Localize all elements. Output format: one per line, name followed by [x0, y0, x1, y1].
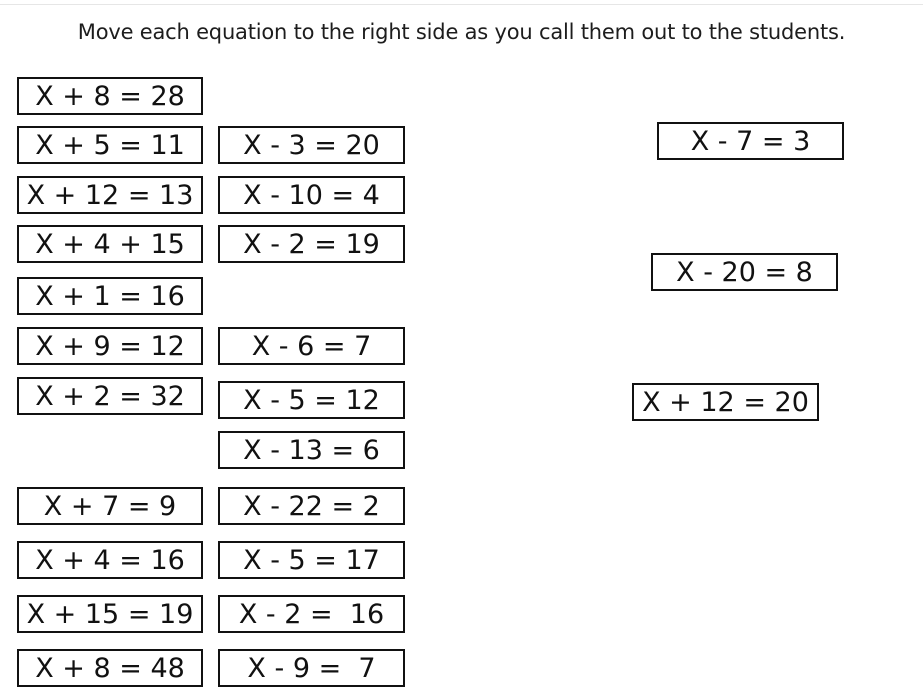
equation-card[interactable]: X + 7 = 9 [17, 487, 203, 525]
equation-card[interactable]: X + 2 = 32 [17, 377, 203, 415]
equation-card[interactable]: X - 6 = 7 [218, 327, 405, 365]
equation-card[interactable]: X - 3 = 20 [218, 126, 405, 164]
equation-card[interactable]: X - 5 = 12 [218, 381, 405, 419]
equation-card[interactable]: X + 9 = 12 [17, 327, 203, 365]
equation-card[interactable]: X + 12 = 13 [17, 176, 203, 214]
equation-card[interactable]: X - 10 = 4 [218, 176, 405, 214]
equation-card[interactable]: X - 20 = 8 [651, 253, 838, 291]
equation-card[interactable]: X + 5 = 11 [17, 126, 203, 164]
equation-card[interactable]: X + 15 = 19 [17, 595, 203, 633]
equation-card[interactable]: X - 2 = 19 [218, 225, 405, 263]
equation-card[interactable]: X - 2 = 16 [218, 595, 405, 633]
equation-card[interactable]: X - 5 = 17 [218, 541, 405, 579]
top-divider [0, 4, 923, 5]
instruction-text: Move each equation to the right side as you call them out to the students. [77, 20, 846, 44]
equation-card[interactable]: X + 1 = 16 [17, 277, 203, 315]
equation-card[interactable]: X - 7 = 3 [657, 122, 844, 160]
equation-card[interactable]: X - 22 = 2 [218, 487, 405, 525]
equation-card[interactable]: X + 8 = 28 [17, 77, 203, 115]
equation-card[interactable]: X + 4 + 15 [17, 225, 203, 263]
equation-card[interactable]: X - 13 = 6 [218, 431, 405, 469]
equation-card[interactable]: X + 8 = 48 [17, 649, 203, 687]
equation-card[interactable]: X - 9 = 7 [218, 649, 405, 687]
equation-card[interactable]: X + 12 = 20 [632, 383, 819, 421]
equation-card[interactable]: X + 4 = 16 [17, 541, 203, 579]
